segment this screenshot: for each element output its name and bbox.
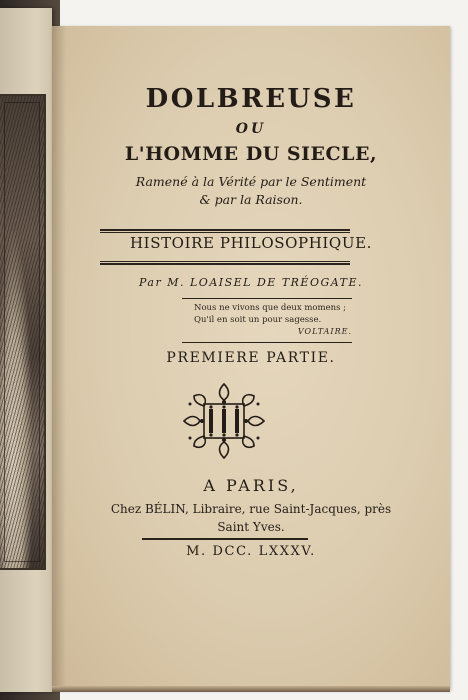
tagline-line-1: Ramené à la Vérité par le Sentiment [135,174,367,189]
genre-line: HISTOIRE PHILOSOPHIQUE. [129,234,372,252]
page-bottom-edge [52,686,450,692]
epigraph-line-2: Qu'il en soit un pour sagesse. [194,315,322,325]
imprint-publisher-line-1: Chez BÉLIN, Libraire, rue Saint-Jacques, près [110,502,392,516]
frontispiece-page [0,8,52,692]
author-line: Par M. LOAISEL DE TRÉOGATE. [139,276,363,289]
publication-date: M. DCC. LXXXV. [186,544,316,559]
tagline-line-2: & par la Raison. [199,192,303,207]
imprint-publisher-line-2: Saint Yves. [217,520,285,534]
rule-above-date [142,538,308,540]
part-heading: PREMIERE PARTIE. [166,350,336,366]
frontispiece-engraving [0,94,46,570]
epigraph-attribution: VOLTAIRE. [297,327,352,336]
subtitle: L'HOMME DU SIECLE, [124,143,378,165]
title-conjunction: OU [235,121,267,137]
rule-above-epigraph [182,298,352,299]
rule-below-genre [100,261,350,262]
main-title: DOLBREUSE [145,84,357,114]
rule-below-epigraph [182,342,352,343]
rule-above-genre [100,229,350,231]
imprint-place: A PARIS, [203,476,299,495]
epigraph-line-1: Nous ne vivons que deux momens ; [194,303,347,313]
rule-below-genre-thick [100,263,350,265]
fleuron-ornament-icon [178,380,270,462]
epigraph [194,302,352,338]
engraving-border [4,102,40,562]
rule-above-genre-thin [100,232,350,233]
